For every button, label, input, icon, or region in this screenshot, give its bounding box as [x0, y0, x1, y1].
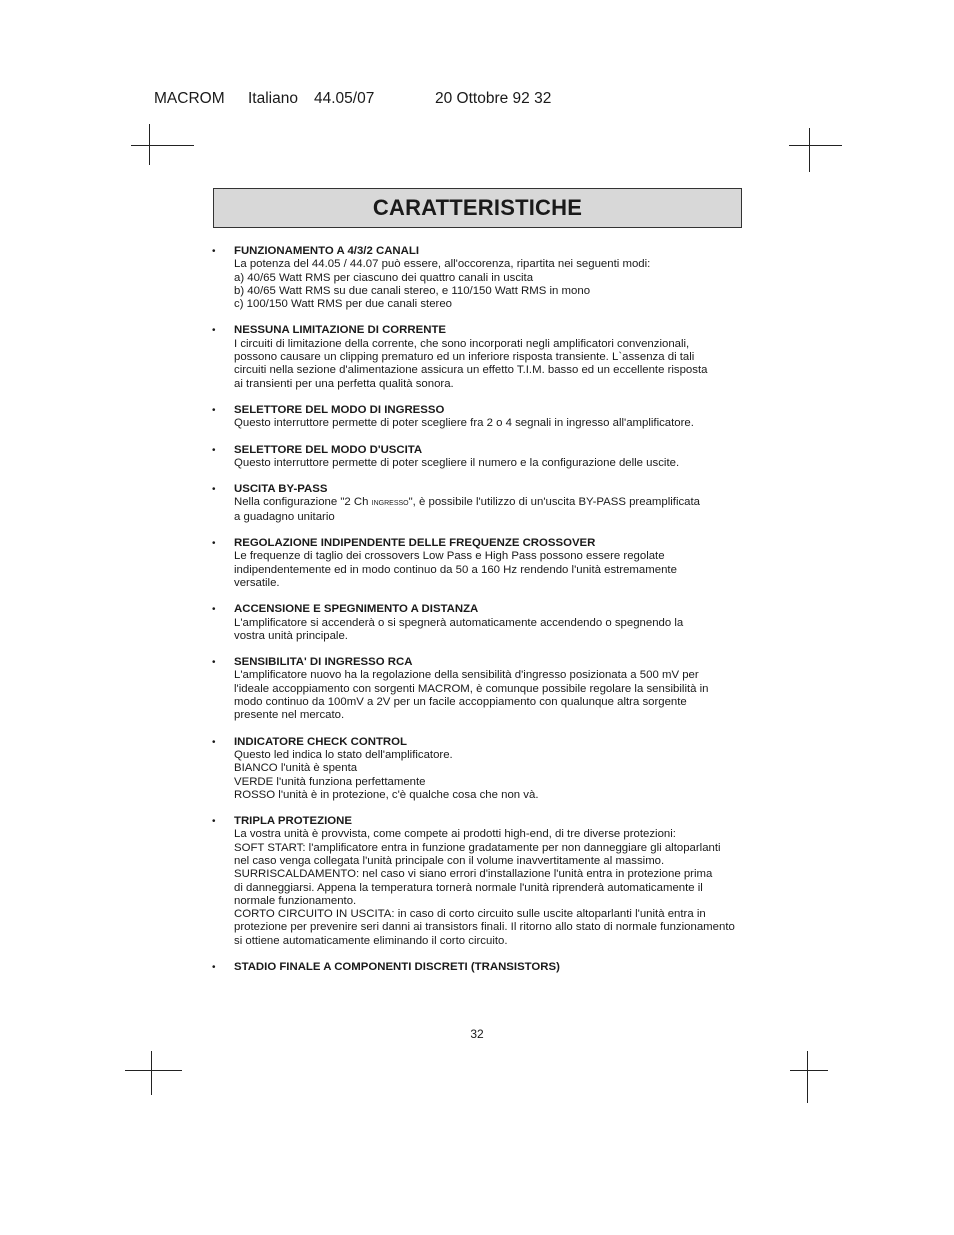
bullet: •	[212, 246, 216, 257]
bullet: •	[212, 484, 216, 496]
page-number: 32	[470, 1027, 484, 1041]
feature-title: NESSUNA LIMITAZIONE DI CORRENTE	[234, 324, 446, 337]
header-brand: MACROM	[154, 90, 225, 107]
feature-text-line: c) 100/150 Watt RMS per due canali stereo	[234, 298, 453, 311]
bullet: •	[212, 404, 216, 416]
feature-text-line: Questo interruttore permette di poter scegliere il numero e la configurazione delle uscite.	[234, 456, 680, 469]
feature-text-line: La vostra unità è provvista, come compete ai prodotti high-end, di tre diverse protezioni:	[234, 828, 676, 841]
feature-text-line: Le frequenze di taglio dei crossovers Low Pass e High Pass possono essere regolate	[234, 550, 665, 563]
feature-text-line: versatile.	[234, 576, 280, 589]
feature-text-line: a) 40/65 Watt RMS per ciascuno dei quattro canali in uscita	[234, 271, 534, 284]
text-fragment: Nella configurazione "2 Ch	[234, 496, 372, 509]
bullet: •	[212, 962, 216, 974]
bullet: •	[212, 657, 216, 669]
feature-text-line: l'ideale accoppiamento con sorgenti MACROM, è comunque possibile regolare la sensibilità in	[234, 682, 709, 695]
feature-title: STADIO FINALE A COMPONENTI DISCRETI (TRANSISTORS)	[234, 961, 560, 974]
feature-text-line: di danneggiarsi. Appena la temperatura tornerà normale l'unità riprenderà automaticamente il	[234, 881, 703, 894]
feature-text-line: normale funzionamento.	[234, 894, 357, 907]
feature-text-line: b) 40/65 Watt RMS su due canali stereo, e 110/150 Watt RMS in mono	[234, 284, 591, 297]
feature-item	[212, 444, 743, 471]
feature-text-line: Questo led indica lo stato dell'amplificatore.	[234, 748, 453, 761]
feature-text-line: CORTO CIRCUITO IN USCITA: in caso di corto circuito sulle uscite altoparlanti l'unità entra in	[234, 908, 706, 921]
feature-text-line: ROSSO l'unità è in protezione, c'è qualche cosa che non và.	[234, 788, 539, 801]
feature-item	[212, 736, 743, 802]
feature-title: USCITA BY-PASS	[234, 483, 328, 496]
feature-text-line: SOFT START: l'amplificatore entra in funzione gradatamente per non danneggiare gli altoparlanti	[234, 841, 721, 854]
feature-text-line: Questo interruttore permette di poter scegliere fra 2 o 4 segnali in ingresso all'amplificatore.	[234, 417, 694, 430]
feature-text-line: vostra unità principale.	[234, 629, 348, 642]
feature-title: REGOLAZIONE INDIPENDENTE DELLE FREQUENZE CROSSOVER	[234, 537, 596, 550]
feature-text-line: La potenza del 44.05 / 44.07 può essere, all'occorenza, ripartita nei seguenti modi:	[234, 258, 651, 271]
feature-text-line	[234, 496, 743, 510]
title-box	[213, 188, 742, 228]
header-language: Italiano	[248, 90, 298, 107]
feature-title: FUNZIONAMENTO A 4/3/2 CANALI	[234, 245, 420, 257]
bullet: •	[212, 736, 216, 748]
feature-title: ACCENSIONE E SPEGNIMENTO A DISTANZA	[234, 603, 479, 616]
feature-title: INDICATORE CHECK CONTROL	[234, 735, 407, 748]
feature-text-line: nel caso venga collegata l'unità principale con il volume inavvertitamente al massimo.	[234, 854, 665, 867]
bullet: •	[212, 444, 216, 456]
header-model: 44.05/07	[314, 90, 375, 107]
feature-text-line: ai transienti per una perfetta qualità sonora.	[234, 377, 454, 390]
feature-text-line: modo continuo da 100mV a 2V per un facile accoppiamento con qualunque altra sorgente	[234, 696, 687, 709]
feature-text-line: indipendentemente ed in modo continuo da 50 a 160 Hz rendendo l'unità estremamente	[234, 563, 677, 576]
feature-text-line: L'amplificatore si accenderà o si spegnerà automaticamente accendendo o spegnendo la	[234, 616, 684, 629]
feature-text-line: I circuiti di limitazione della corrente, che sono incorporati negli amplificatori convenzionali,	[234, 337, 690, 350]
feature-text-line: a guadagno unitario	[234, 510, 335, 523]
feature-item	[212, 603, 743, 643]
feature-text-line: si ottiene automaticamente eliminando il corto circuito.	[234, 934, 508, 947]
bullet: •	[212, 325, 216, 337]
features-list	[212, 245, 743, 987]
feature-title: SENSIBILITA' DI INGRESSO RCA	[234, 656, 413, 669]
feature-item	[212, 404, 743, 431]
feature-text-line: protezione per prevenire seri danni ai transistors finali. Il ritorno allo stato di normale funzionamento	[234, 921, 735, 934]
feature-item	[212, 324, 743, 390]
feature-title: SELETTORE DEL MODO DI INGRESSO	[234, 403, 445, 416]
feature-item	[212, 961, 743, 974]
text-fragment: ", è possibile l'utilizzo di un'uscita BY-PASS preamplificata	[408, 496, 701, 509]
feature-text-line: VERDE l'unità funziona perfettamente	[234, 775, 426, 788]
feature-text-line: circuiti nella sezione d'alimentazione assicura un effetto T.I.M. basso ed un eccellente risposta	[234, 364, 708, 377]
feature-item	[212, 815, 743, 948]
feature-text-line: SURRISCALDAMENTO: nel caso vi siano errori d'installazione l'unità entra in protezione prima	[234, 868, 713, 881]
feature-item	[212, 537, 743, 590]
feature-text-line: BIANCO l'unità è spenta	[234, 762, 358, 775]
feature-text-line: L'amplificatore nuovo ha la regolazione della sensibilità d'ingresso posizionata a 500 mV per	[234, 669, 699, 682]
feature-item	[212, 656, 743, 722]
small-text-fragment: INGRESSO	[371, 500, 409, 508]
feature-item	[212, 483, 743, 524]
feature-text-line: possono causare un clipping prematuro ed un inferiore risposta transiente. L`assenza di tali	[234, 351, 695, 364]
bullet: •	[212, 816, 216, 828]
feature-item	[212, 245, 743, 311]
header-date-page: 20 Ottobre 92 32	[435, 90, 552, 107]
feature-title: SELETTORE DEL MODO D'USCITA	[234, 443, 423, 456]
bullet: •	[212, 538, 216, 550]
page-title: CARATTERISTICHE	[372, 195, 583, 220]
bullet: •	[212, 604, 216, 616]
feature-title: TRIPLA PROTEZIONE	[234, 815, 352, 828]
feature-text-line: presente nel mercato.	[234, 709, 345, 722]
